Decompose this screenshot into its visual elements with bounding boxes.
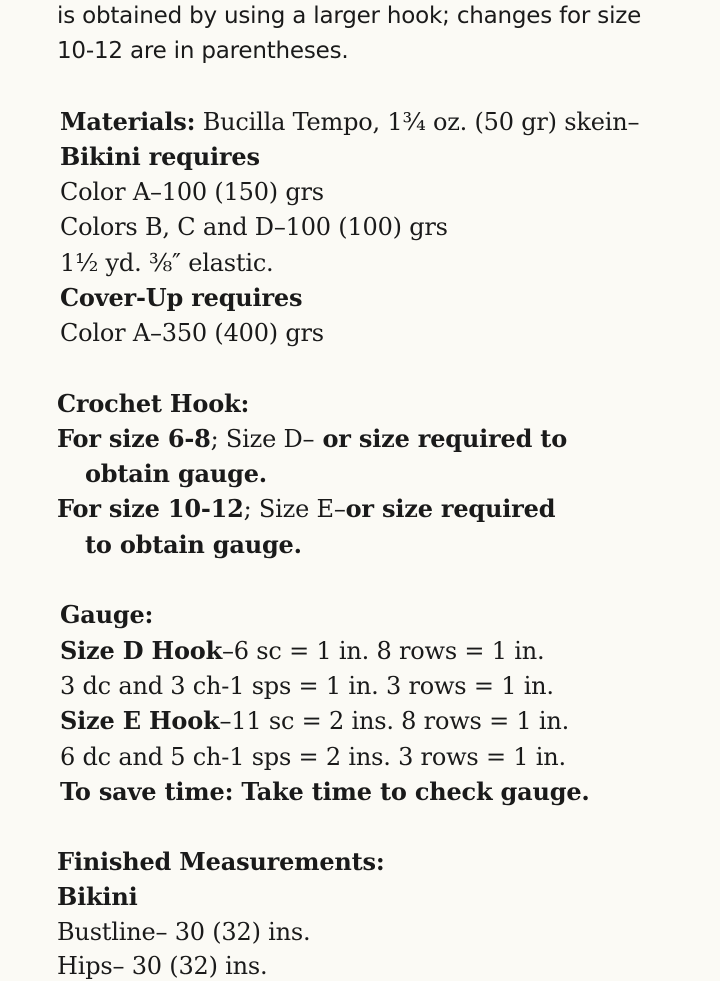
hook-size-6-8-cont: obtain gauge. [85, 459, 267, 488]
gauge-d-line-1: Size D Hook–6 sc = 1 in. 8 rows = 1 in. [60, 636, 545, 665]
intro-line-2: 10-12 are in parentheses. [57, 38, 349, 64]
hook-size-10-12-cont: to obtain gauge. [85, 530, 302, 559]
coverup-item-1: Color A–350 (400) grs [60, 319, 324, 347]
finished-measurements-heading: Finished Measurements: [57, 847, 385, 876]
intro-line-1: is obtained by using a larger hook; changes for size [57, 3, 642, 29]
gauge-tip: To save time: Take time to check gauge. [60, 777, 590, 806]
materials-text: Bucilla Tempo, 1¾ oz. (50 gr) skein– [195, 108, 640, 136]
finished-bikini-heading: Bikini [57, 882, 138, 911]
gauge-d-line-2: 3 dc and 3 ch-1 sps = 1 in. 3 rows = 1 in. [60, 672, 554, 700]
gauge-e-line-1: Size E Hook–11 sc = 2 ins. 8 rows = 1 in. [60, 706, 570, 735]
bikini-item-2: Colors B, C and D–100 (100) grs [60, 213, 448, 241]
materials-label: Materials: [60, 107, 196, 136]
bikini-item-1: Color A–100 (150) grs [60, 178, 324, 206]
gauge-heading: Gauge: [60, 600, 154, 629]
gauge-e-line-2: 6 dc and 5 ch-1 sps = 2 ins. 3 rows = 1 in. [60, 743, 566, 771]
hook-size-10-12: For size 10-12; Size E–or size required [57, 494, 556, 523]
bikini-requires-heading: Bikini requires [60, 142, 260, 171]
materials-line [60, 107, 639, 137]
coverup-requires-heading: Cover-Up requires [60, 283, 303, 312]
bikini-item-3: 1½ yd. ⅜″ elastic. [60, 249, 274, 277]
bustline-measurement: Bustline– 30 (32) ins. [57, 918, 311, 946]
hips-measurement-partial: Hips– 30 (32) ins. [57, 952, 268, 980]
hook-size-6-8: For size 6-8; Size D– or size required to [57, 424, 567, 453]
crochet-hook-heading: Crochet Hook: [57, 389, 250, 418]
